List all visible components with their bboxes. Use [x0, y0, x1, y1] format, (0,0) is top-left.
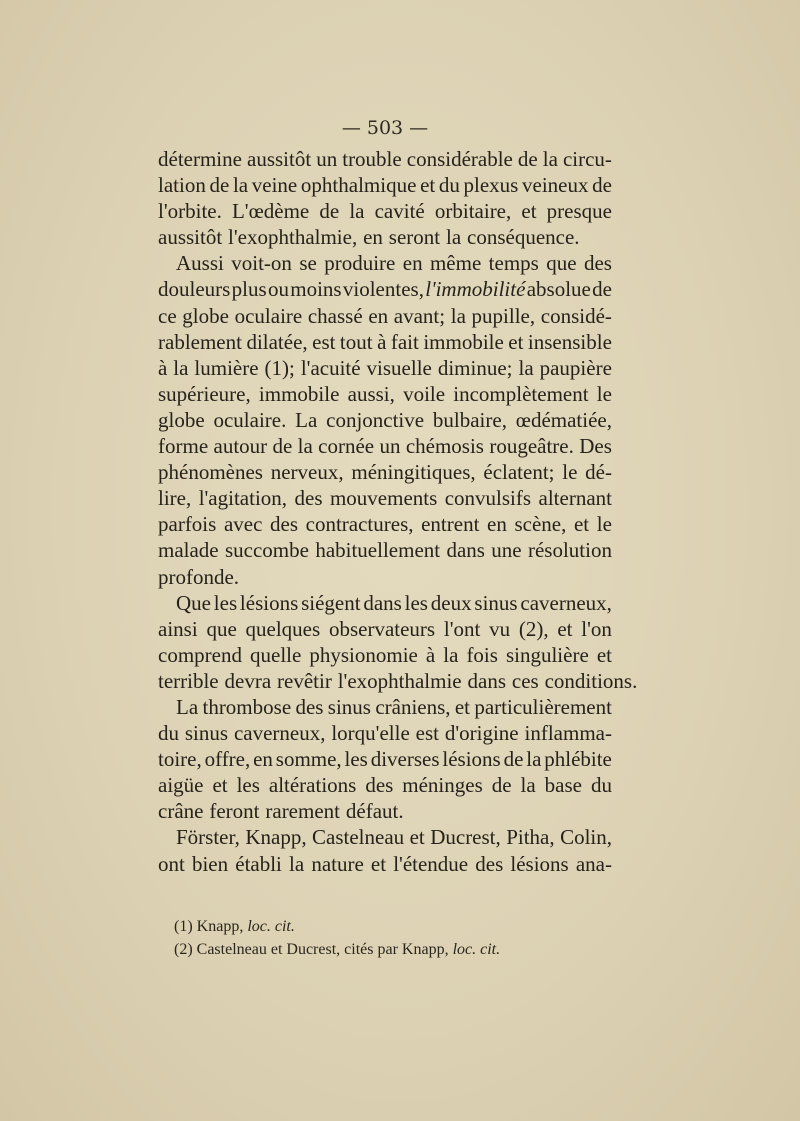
footnote-text: Knapp,: [196, 918, 248, 935]
text-line: douleurs plus ou moins violentes, l'immobilité absolue de: [158, 277, 612, 302]
text-line: Förster, Knapp, Castelneau et Ducrest, Pitha, Colin,: [176, 825, 612, 850]
text-line: ont bien établi la nature et l'étendue des lésions ana-: [158, 851, 612, 876]
page-number: — 503 —: [341, 117, 429, 139]
text-line: l'orbite. L'œdème de la cavité orbitaire, et presque: [158, 199, 612, 224]
text-line: ce globe oculaire chassé en avant; la pupille, considé-: [158, 303, 612, 328]
text-line: lire, l'agitation, des mouvements convulsifs alternant: [158, 486, 612, 511]
text-line: comprend quelle physionomie à la fois singulière et: [158, 642, 612, 667]
text-line: toire, offre, en somme, les diverses lésions de la phlébite: [158, 747, 612, 772]
footnote-text: Castelneau et Ducrest, cités par Knapp,: [196, 941, 453, 958]
body-text: [158, 146, 638, 877]
text-line: ainsi que quelques observateurs l'ont vu (2), et l'on: [158, 616, 612, 641]
text-line: malade succombe habituellement dans une résolution: [158, 538, 612, 563]
text-line: du sinus caverneux, lorqu'elle est d'origine inflamma-: [158, 721, 612, 746]
text-line: Aussi voit-on se produire en même temps que des: [176, 251, 612, 276]
text-line: rablement dilatée, est tout à fait immobile et insensible: [158, 329, 612, 354]
text-line: globe oculaire. La conjonctive bulbaire, œdématiée,: [158, 407, 612, 432]
text-line: crâne feront rarement défaut.: [158, 799, 404, 824]
text-line: profonde.: [158, 564, 240, 589]
text-line: détermine aussitôt un trouble considérable de la circu-: [158, 147, 612, 171]
footnote-marker: (1): [174, 918, 197, 935]
text-line: à la lumière (1); l'acuité visuelle diminue; la paupière: [158, 355, 612, 380]
footnote-1: [174, 915, 614, 938]
footnote-2: [174, 938, 614, 961]
text-line: lation de la veine ophthalmique et du plexus veineux de: [158, 173, 612, 198]
text-line: phénomènes nerveux, méningitiques, éclatent; le dé-: [158, 460, 612, 485]
footnote-reference: loc. cit.: [247, 918, 295, 935]
text-line: terrible devra revêtir l'exophthalmie dans ces conditions.: [158, 668, 638, 693]
text-line: aigüe et les altérations des méninges de la base du: [158, 773, 612, 798]
text-line: Que les lésions siégent dans les deux sinus caverneux,: [176, 590, 612, 615]
text-line: supérieure, immobile aussi, voile incomplètement le: [158, 381, 612, 406]
text-line: parfois avec des contractures, entrent en scène, et le: [158, 512, 612, 537]
text-line: forme autour de la cornée un chémosis rougeâtre. Des: [158, 434, 612, 459]
text-line: La thrombose des sinus crâniens, et particulièrement: [176, 694, 612, 719]
footnote-reference: loc. cit.: [452, 941, 501, 958]
footnotes: [174, 915, 614, 961]
footnote-marker: (2): [174, 941, 197, 958]
text-line: aussitôt l'exophthalmie, en seront la conséquence.: [158, 225, 580, 250]
